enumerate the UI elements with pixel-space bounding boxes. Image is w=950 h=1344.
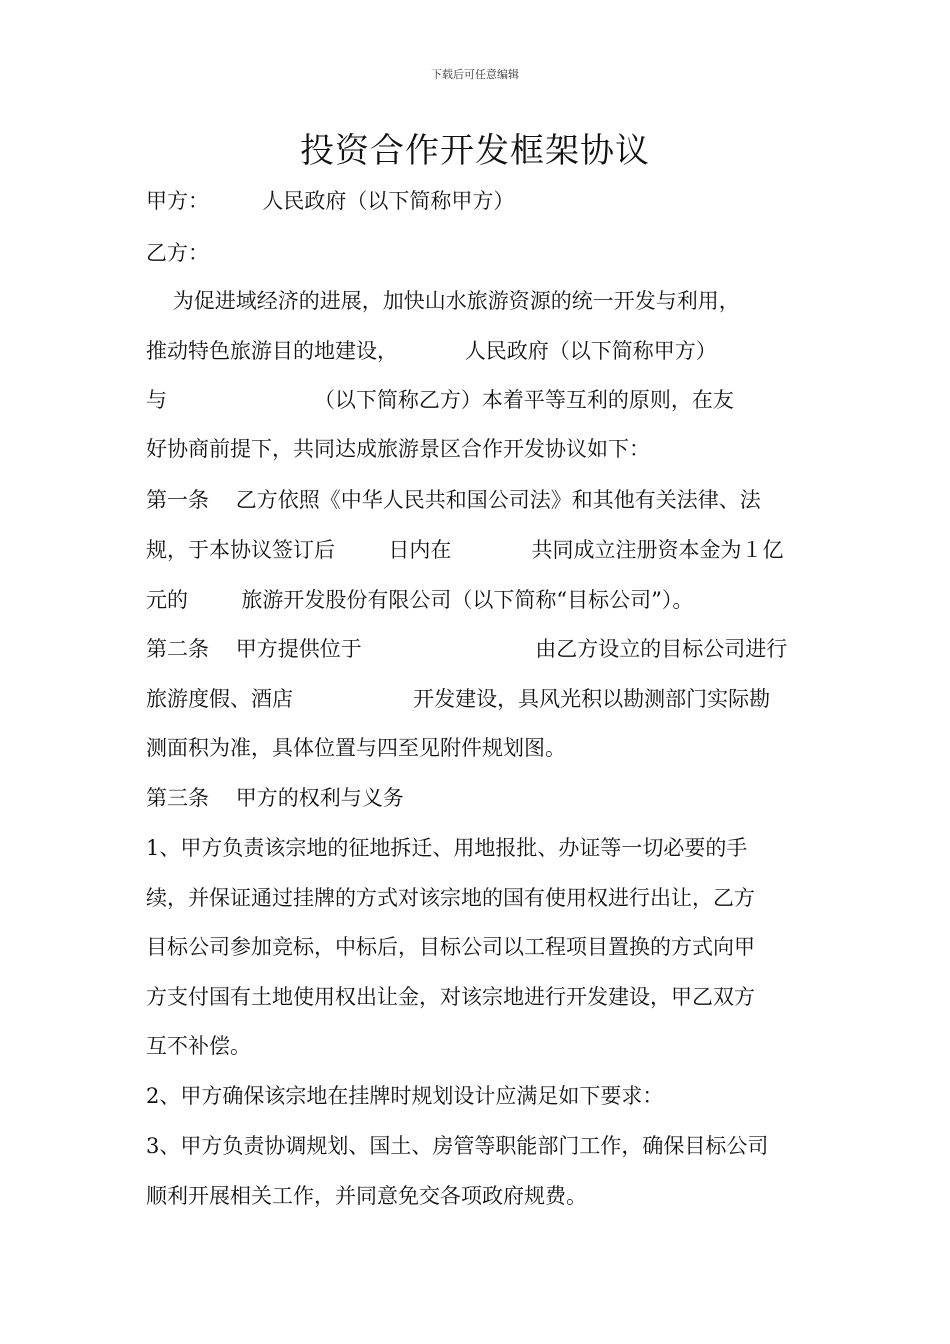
body-line: 顺利开展相关工作，并同意免交各项政府规费。 <box>146 1184 587 1208</box>
body-line: 目标公司参加竞标，中标后，目标公司以工程项目置换的方式向甲 <box>146 935 755 959</box>
party-b-line: 乙方： <box>146 241 209 265</box>
clause-1-line: 1、甲方负责该宗地的征地拆迁、用地报批、办证等一切必要的手 <box>146 836 748 860</box>
body-line: 好协商前提下，共同达成旅游景区合作开发协议如下： <box>146 437 650 461</box>
body-line: 元的 旅游开发股份有限公司（以下简称“目标公司”）。 <box>146 588 694 612</box>
page-header-note: 下载后可任意编辑 <box>431 68 519 81</box>
body-line: 推动特色旅游目的地建设， 人民政府（以下简称甲方） <box>146 339 717 363</box>
body-line: 与 （以下简称乙方）本着平等互利的原则，在友 <box>146 388 734 412</box>
clause-3-line: 3、甲方负责协调规划、国土、房管等职能部门工作，确保目标公司 <box>146 1134 769 1158</box>
body-line: 互不补偿。 <box>146 1034 251 1058</box>
body-line: 续，并保证通过挂牌的方式对该宗地的国有使用权进行出让，乙方 <box>146 886 755 910</box>
body-line: 旅游度假、酒店 开发建设，具风光积以勘测部门实际勘 <box>146 687 771 711</box>
article-1-line: 第一条 乙方依照《中华人民共和国公司法》和其他有关法律、法 <box>146 488 761 512</box>
party-a-line: 甲方： 人民政府（以下简称甲方） <box>146 189 515 213</box>
body-line: 测面积为准，具体位置与四至见附件规划图。 <box>146 736 566 760</box>
document-title: 投资合作开发框架协议 <box>300 131 650 171</box>
body-line: 方支付国有土地使用权出让金，对该宗地进行开发建设，甲乙双方 <box>146 985 755 1009</box>
body-line: 规，于本协议签订后 日内在 共同成立注册资本金为１亿 <box>146 538 784 562</box>
body-line: 为促进域经济的进展，加快山水旅游资源的统一开发与利用， <box>146 289 740 313</box>
article-3-heading: 第三条 甲方的权利与义务 <box>146 786 404 810</box>
clause-2-line: 2、甲方确保该宗地在挂牌时规划设计应满足如下要求： <box>146 1084 664 1108</box>
article-2-line: 第二条 甲方提供位于 由乙方设立的目标公司进行 <box>146 637 788 661</box>
